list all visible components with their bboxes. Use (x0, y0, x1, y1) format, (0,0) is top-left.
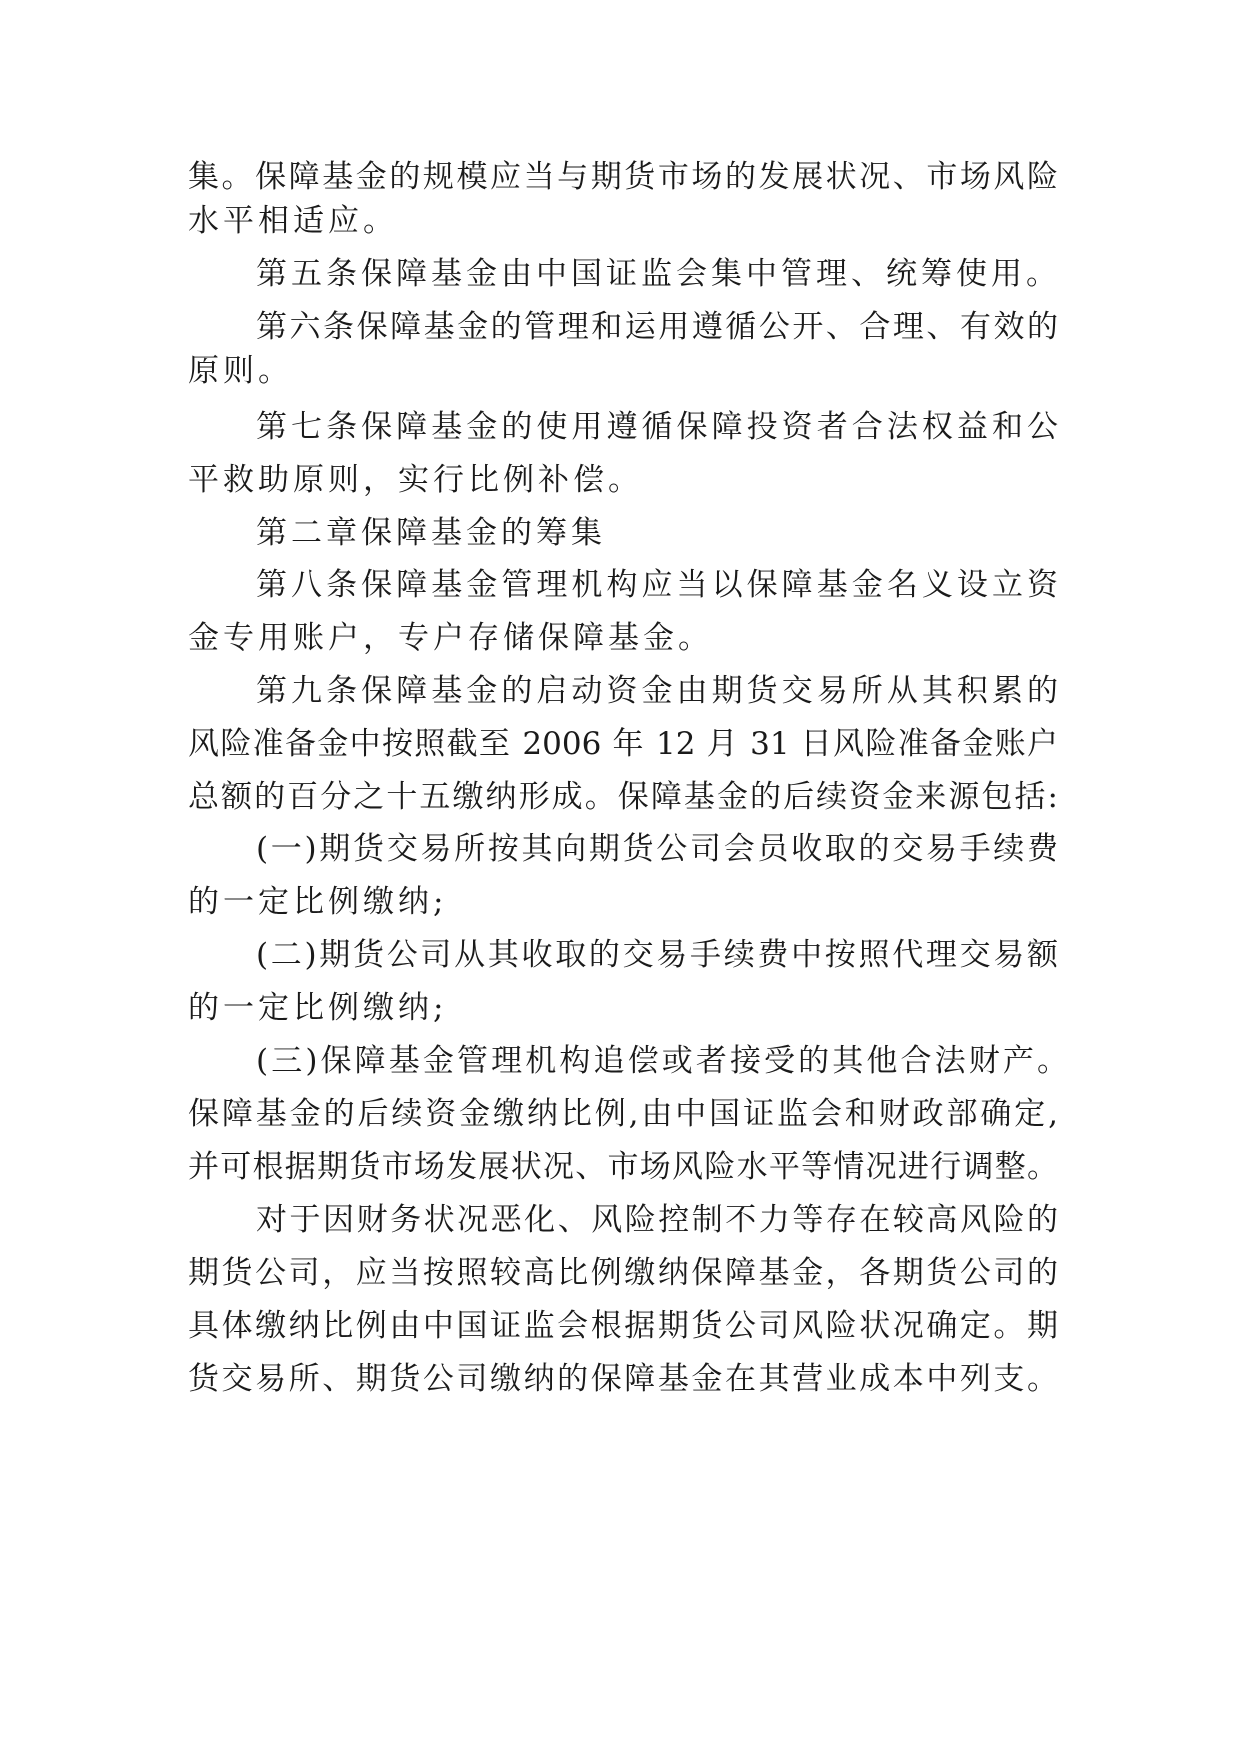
text-line: 水平相适应。 (188, 203, 398, 239)
text-line: 的一定比例缴纳; (188, 990, 448, 1026)
text-line: (二)期货公司从其收取的交易手续费中按照代理交易额 (256, 937, 1058, 973)
text-line: 平救助原则，实行比例补偿。 (188, 462, 643, 498)
text-line: 第五条保障基金由中国证监会集中管理、统筹使用。 (256, 256, 1061, 292)
text-line: 期货公司，应当按照较高比例缴纳保障基金，各期货公司的 (188, 1255, 1058, 1291)
text-line: 集。保障基金的规模应当与期货市场的发展状况、市场风险 (188, 159, 1058, 195)
text-line: 第六条保障基金的管理和运用遵循公开、合理、有效的 (256, 309, 1058, 345)
text-line: 原则。 (188, 353, 293, 389)
text-line: 风险准备金中按照截至 2006 年 12 月 31 日风险准备金账户 (188, 726, 1058, 762)
text-line: 金专用账户，专户存储保障基金。 (188, 620, 713, 656)
text-line: 对于因财务状况恶化、风险控制不力等存在较高风险的 (256, 1202, 1058, 1238)
text-line: 总额的百分之十五缴纳形成。保障基金的后续资金来源包括: (188, 779, 1058, 815)
text-line: 保障基金的后续资金缴纳比例,由中国证监会和财政部确定, (188, 1096, 1058, 1132)
text-line: 第九条保障基金的启动资金由期货交易所从其积累的 (256, 673, 1058, 709)
text-line: 货交易所、期货公司缴纳的保障基金在其营业成本中列支。 (188, 1361, 1058, 1397)
text-line: (一)期货交易所按其向期货公司会员收取的交易手续费 (256, 831, 1058, 867)
text-line: 第二章保障基金的筹集 (256, 515, 606, 551)
text-line: (三)保障基金管理机构追偿或者接受的其他合法财产。 (256, 1043, 1068, 1079)
text-line: 的一定比例缴纳; (188, 884, 448, 920)
text-line: 具体缴纳比例由中国证监会根据期货公司风险状况确定。期 (188, 1308, 1058, 1344)
text-line: 第八条保障基金管理机构应当以保障基金名义设立资 (256, 567, 1058, 603)
text-line: 并可根据期货市场发展状况、市场风险水平等情况进行调整。 (188, 1149, 1058, 1185)
text-line: 第七条保障基金的使用遵循保障投资者合法权益和公 (256, 409, 1058, 445)
